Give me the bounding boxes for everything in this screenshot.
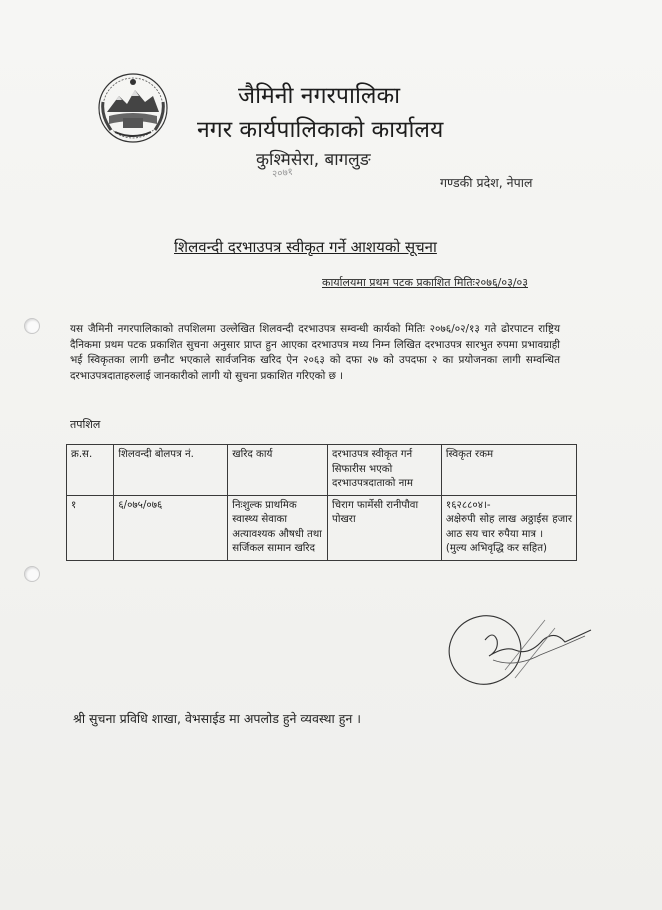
amount-in-words: अक्षेरुपी सोह लाख अठ्ठाईस हजार आठ सय चार रुपैया मात्र । [445, 514, 572, 540]
cell-procurement-work: निःशुल्क प्राथमिक स्वास्थ्य सेवाका अत्यावश्यक औषधी तथा सर्जिकल सामान खरिद [228, 495, 328, 560]
faint-stamp-text: २०७१ [271, 166, 294, 181]
amount-note: (मुल्य अभिवृद्धि कर सहित) [445, 543, 547, 554]
cell-serial: १ [67, 495, 114, 560]
cell-approved-amount [441, 495, 576, 560]
nepal-emblem-icon [97, 72, 169, 144]
header-approved-amount: स्विकृत रकम [441, 445, 576, 496]
signature-icon [445, 600, 595, 695]
municipality-name: जैमिनी नगरपालिका [238, 83, 401, 109]
table-header-row [67, 445, 577, 496]
footer-instruction: श्री सुचना प्रविधि शाखा, वेभसाईड मा अपलोड हुने व्यवस्था हुन । [73, 711, 361, 726]
punch-hole-top [24, 318, 40, 334]
cell-bidder-name: चिराग फार्मेसी रानीपौवा पोखरा [328, 495, 442, 560]
office-name: नगर कार्यपालिकाको कार्यालय [197, 117, 444, 143]
schedule-label: तपशिल [70, 418, 101, 431]
office-location: कुश्मिसेरा, बागलुङ [256, 150, 371, 170]
province-country: गण्डकी प्रदेश, नेपाल [440, 175, 533, 190]
header-bid-number: शिलवन्दी बोलपत्र नं. [114, 445, 228, 496]
header-bidder-name: दरभाउपत्र स्वीकृत गर्न सिफारीस भएको दरभाउपत्रदाताको नाम [328, 445, 442, 496]
published-date: कार्यालयमा प्रथम पटक प्रकाशित मितिः२०७६/०३/०३ [322, 276, 528, 289]
body-paragraph: यस जैमिनी नगरपालिकाको तपशिलमा उल्लेखित शिलवन्दी दरभाउपत्र सम्वन्धी कार्यको मितिः २०७६/०२/१३ गते ढोरपाटन राष्ट्रिय दैनिकमा प्रथम पटक प्रकाशित सुचना अनुसार प्राप्त हुन आएका दरभाउपत्र मध्य निम्न लिखित दरभाउपत्र सारभुत रुपमा प्रभावग्राही भई स्विकृतका लागी छनौट भएकाले सार्वजनिक खरिद ऐन २०६३ को दफा २७ को उपदफा २ का प्रयोजनका लागी सम्वन्धित दरभाउपत्रदाताहरुलाई जानकारीको लागी यो सुचना प्रकाशित गरिएको छ । [70, 323, 560, 382]
header-procurement-work: खरिद कार्य [228, 445, 328, 496]
bid-table [66, 444, 577, 561]
cell-bid-number: ६/०७५/०७६ [114, 495, 228, 560]
punch-hole-bottom [24, 566, 40, 582]
amount-figure: १६२८८०४।- [445, 499, 491, 511]
table-row [67, 495, 577, 560]
header-serial: क्र.स. [67, 445, 114, 496]
notice-subject: शिलवन्दी दरभाउपत्र स्वीकृत गर्ने आशयको सूचना [174, 238, 437, 256]
